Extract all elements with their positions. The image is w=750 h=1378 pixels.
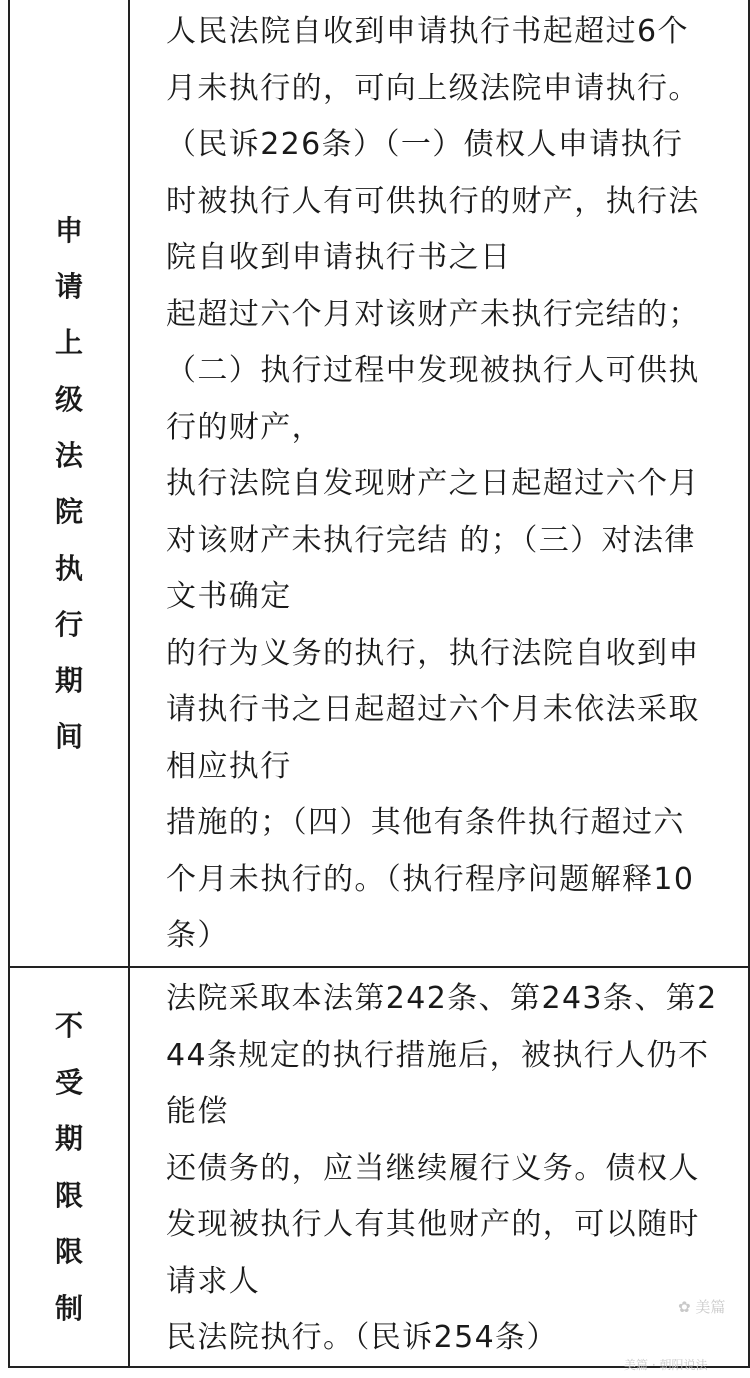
content-line: （民诉226条）（一）债权人申请执行: [166, 127, 684, 162]
content-line: 还债务的，应当继续履行义务。债权人: [166, 1151, 700, 1186]
table-row-appeal-period: [10, 0, 748, 968]
row-content-no-time-limit: [130, 968, 748, 1366]
content-line: 院自收到申请执行书之日: [166, 240, 512, 275]
content-line: 时被执行人有可供执行的财产，执行法: [166, 184, 700, 219]
content-line: （二）执行过程中发现被执行人可供执: [166, 353, 700, 388]
content-line: 行的财产，: [166, 410, 323, 445]
label-char: 法: [54, 439, 83, 472]
row-label-no-time-limit: [10, 968, 130, 1366]
content-line: 相应执行: [166, 749, 292, 784]
content-line: 措施的；（四）其他有条件执行超过六: [166, 805, 685, 840]
content-line: 对该财产未执行完结 的；（三）对法律: [166, 523, 696, 558]
row-label-appeal-period: [10, 0, 130, 966]
label-char: 限: [54, 1179, 83, 1212]
label-char: 不: [54, 1009, 83, 1042]
content-line: 法院采取本法第242条、第243条、第2: [166, 981, 718, 1016]
label-char: 限: [54, 1235, 83, 1268]
label-char: 行: [54, 608, 83, 641]
label-char: 执: [54, 552, 83, 585]
content-line: 人民法院自收到申请执行书起超过6个: [166, 14, 689, 49]
label-char: 期: [54, 1122, 83, 1155]
content-line: 月未执行的，可向上级法院申请执行。: [166, 71, 700, 106]
content-line: 起超过六个月对该财产未执行完结的；: [166, 297, 700, 332]
content-line: 请求人: [166, 1264, 261, 1299]
row-content-appeal-period: [130, 0, 748, 966]
content-line: 条）: [166, 918, 229, 953]
watermark-logo: [678, 1296, 725, 1317]
content-line: 民法院执行。（民诉254条）: [166, 1320, 558, 1355]
content-line: 执行法院自发现财产之日起超过六个月: [166, 466, 700, 501]
label-char: 上: [54, 326, 83, 359]
label-char: 请: [54, 270, 83, 303]
content-line: 文书确定: [166, 579, 292, 614]
label-char: 制: [54, 1292, 83, 1325]
table-row-no-time-limit: [10, 968, 748, 1366]
label-char: 受: [54, 1066, 83, 1099]
label-char: 级: [54, 383, 83, 416]
flower-icon: ✿: [678, 1298, 691, 1316]
label-char: 期: [54, 664, 83, 697]
content-line: 的行为义务的执行，执行法院自收到申: [166, 636, 700, 671]
watermark-footer: 美篇 · 朝阳说法: [624, 1358, 708, 1372]
content-line: 发现被执行人有其他财产的，可以随时: [166, 1207, 700, 1242]
content-line: 44条规定的执行措施后，被执行人仍不: [166, 1038, 710, 1073]
legal-table: [8, 0, 750, 1368]
content-line: 个月未执行的。（执行程序问题解释10: [166, 862, 695, 897]
content-line: 请执行书之日起超过六个月未依法采取: [166, 692, 700, 727]
label-char: 申: [54, 214, 83, 247]
watermark-text: 美篇: [695, 1298, 726, 1316]
content-line: 能偿: [166, 1094, 229, 1129]
label-char: 间: [54, 720, 83, 753]
label-char: 院: [54, 495, 83, 528]
